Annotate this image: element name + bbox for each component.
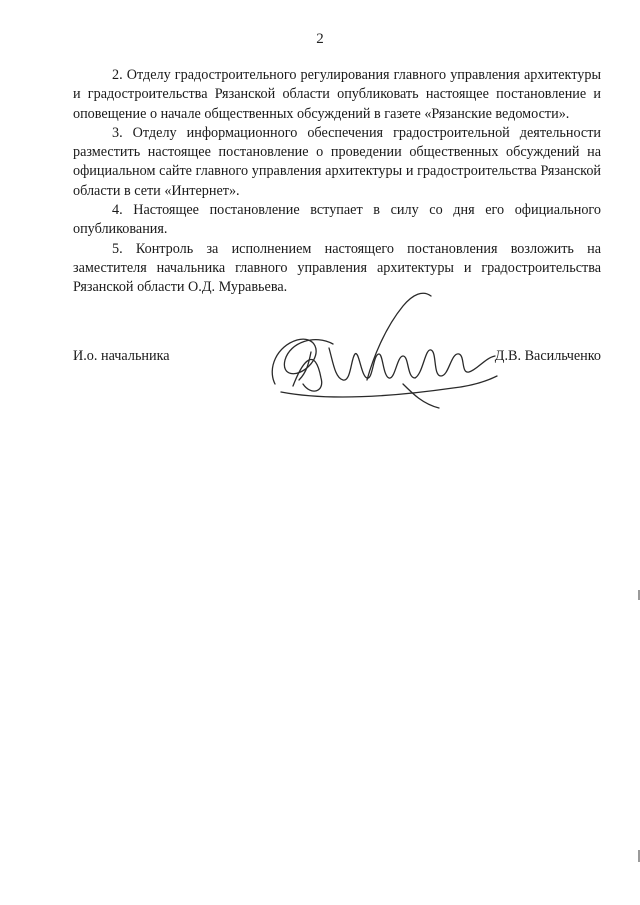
paragraph-3 [73,124,601,201]
paragraph-line: опубликования. [73,221,168,238]
paragraph-line: общественных обсуждений на официальном сайте главного управления [73,144,601,180]
paragraph-2 [73,66,601,124]
signer-name: Д.В. Васильченко [494,348,601,364]
handwritten-signature [263,288,503,418]
paragraph-line: 2. Отделу градостроительного регулирования главного управления [112,67,520,83]
signature-block [73,330,601,430]
page-number: 2 [316,31,324,47]
document-body [73,66,601,298]
paragraph-line: 3. Отделу информационного обеспечения градостроительной [112,124,510,141]
paragraph-line: деятельности разместить настоящее постановление о проведении [73,124,602,161]
paragraph-line: 4. Настоящее постановление вступает в силу со дня его официального [112,202,601,219]
paragraph-line: 5. Контроль за исполнением настоящего постановления возложить [112,240,574,257]
paragraph-line: архитектуры и градостроительства Рязанской области в сети «Интернет». [73,163,602,199]
signer-title: И.о. начальника [73,348,170,364]
paragraph-line: на заместителя начальника главного управления архитектуры [73,240,601,276]
paragraph-4 [73,201,601,240]
paragraph-line: постановление и оповещение о начале общественных обсуждений в газете [73,86,601,122]
paragraph-line: и градостроительства Рязанской области О.Д. Муравьева. [73,259,601,296]
paragraph-line: «Рязанские ведомости». [424,105,570,122]
paragraph-line: архитектуры и градостроительства Рязанской области опубликовать настоящее [73,67,601,103]
